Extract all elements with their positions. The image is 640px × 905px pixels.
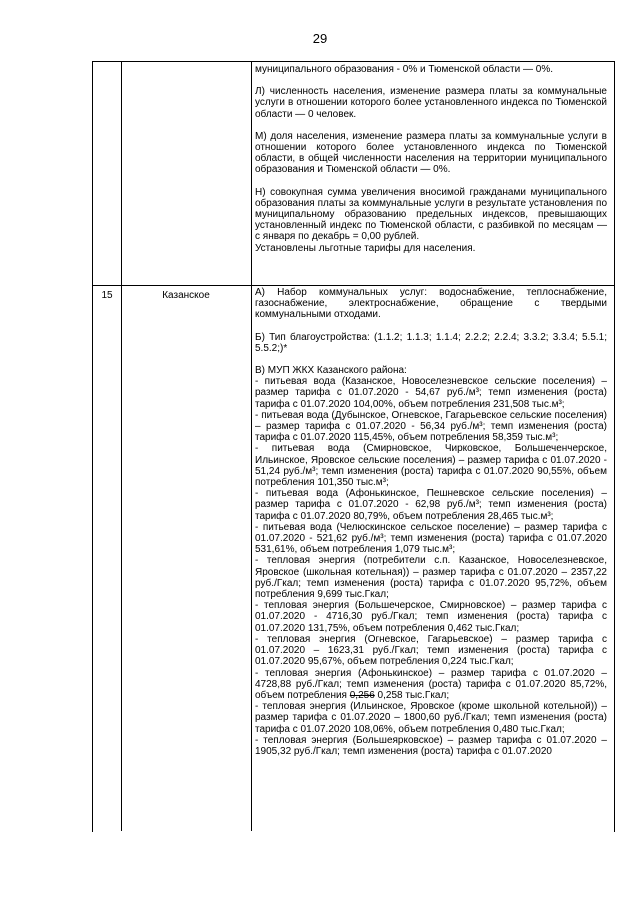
- list-item: - питьевая вода (Дубынское, Огневское, Гагарьевское сельские поселения) – размер тарифа с 01.07.2020 - 56,34 руб./м³; темп изменения (роста) тарифа с 01.07.2020 115,45%, объем потребления 58,359 тыс.м³;: [255, 409, 607, 444]
- text: 0,258 тыс.Гкал;: [374, 689, 450, 701]
- row-divider: [92, 285, 614, 286]
- list-item: - питьевая вода (Челюскинское сельское поселение) – размер тарифа с 01.07.2020 - 521,62 руб./м³; темп изменения (роста) тарифа с 01.07.2020 531,61%, объем потребления 1,079 тыс.м³;: [255, 521, 607, 556]
- list-item: - тепловая энергия (Огневское, Гагарьевское) – размер тарифа с 01.07.2020 – 1623,31 руб./Гкал; темп изменения (роста) тарифа с 01.07.2020 95,67%, объем потребления 0,224 тыс.Гкал;: [255, 633, 607, 668]
- column-divider: [251, 61, 252, 831]
- section-title: В) МУП ЖКХ Казанского района:: [255, 365, 407, 377]
- column-divider: [121, 61, 122, 831]
- paragraph: муниципального образования - 0% и Тюменской области — 0%.: [255, 64, 554, 75]
- struck-value: 0,256: [349, 689, 375, 701]
- paragraph: Установлены льготные тарифы для населения.: [255, 242, 476, 254]
- list-item: - тепловая энергия (потребители с.п. Казанское, Новоселезневское, Яровское (школьная котельная)) – размер тарифа с 01.07.2020 – 2357,22 руб./Гкал; темп изменения (роста) тарифа с 01.07.2020 95,72%, объем потребления 9,699 тыс.Гкал;: [255, 555, 607, 601]
- paragraph: М) доля населения, изменение размера платы за коммунальные услуги в отношении которого более установленного индекса по Тюменской области, в общей численности населения на территории муниципального образования и Тюменской области — 0%.: [255, 130, 607, 176]
- row14-text: [255, 64, 607, 254]
- list-item: - питьевая вода (Смирновское, Чирковское, Большеченчерское, Ильинское, Яровское сельские поселения) – размер тарифа с 01.07.2020 - 51,24 руб./м³; темп изменения (роста) тарифа с 01.07.2020 90,55%, объем потребления 101,350 тыс.м³;: [255, 443, 607, 489]
- municipality-name: Казанское: [162, 290, 210, 301]
- row-number: 15: [101, 290, 113, 301]
- paragraph: Н) совокупная сумма увеличения вносимой гражданами муниципального образования платы за коммунальные услуги в результате установления по муниципальному образованию предельных индексов, превышающих установленный индекс по Тюменской области, с разбивкой по месяцам — с января по декабрь = 0,00 рублей.: [255, 186, 607, 243]
- paragraph: Б) Тип благоустройства: (1.1.2; 1.1.3; 1.1.4; 2.2.2; 2.2.4; 3.3.2; 3.3.4; 5.5.1; 5.5.2;)*: [255, 331, 607, 354]
- list-item: [255, 668, 607, 702]
- list-item: - питьевая вода (Казанское, Новоселезневское сельские поселения) – размер тарифа с 01.07.2020 - 54,67 руб./м³; темп изменения (роста) тарифа с 01.07.2020 104,00%, объем потребления 231,508 тыс.м³;: [255, 376, 607, 410]
- list-item: - тепловая энергия (Большечерское, Смирновское) – размер тарифа с 01.07.2020 - 4716,30 руб./Гкал; темп изменения (роста) тарифа с 01.07.2020 131,75%, объем потребления 0,462 тыс.Гкал;: [255, 600, 607, 634]
- text: - тепловая энергия (Афонькинское) – размер тарифа с 01.07.2020 – 4728,88 руб./Гкал; темп изменения (роста) тарифа с 01.07.2020 85,72%, объем потребления: [255, 667, 607, 701]
- list-item: - тепловая энергия (Большеярковское) – размер тарифа с 01.07.2020 – 1905,32 руб./Гкал; темп изменения (роста) тарифа с 01.07.2020: [255, 734, 607, 757]
- row15-text: [255, 287, 607, 757]
- list-item: - тепловая энергия (Ильинское, Яровское (кроме школьной котельной)) – размер тарифа с 01.07.2020 – 1800,60 руб./Гкал; темп изменения (роста) тарифа с 01.07.2020 108,06%, объем потребления 0,480 тыс.Гкал;: [255, 701, 607, 735]
- list-item: - питьевая вода (Афонькинское, Пешневское сельские поселения) – размер тарифа с 01.07.2020 - 62,98 руб./м³; темп изменения (роста) тарифа с 01.07.2020 80,79%, объем потребления 28,465 тыс.м³;: [255, 488, 607, 522]
- page-number: 29: [312, 31, 328, 46]
- paragraph: Л) численность населения, изменение размера платы за коммунальные услуги в отношении которого более установленного индекса по Тюменской области — 0 человек.: [255, 86, 607, 120]
- paragraph: А) Набор коммунальных услуг: водоснабжение, теплоснабжение, газоснабжение, электроснабжение, обращение с твердыми коммунальными отходами.: [255, 287, 607, 321]
